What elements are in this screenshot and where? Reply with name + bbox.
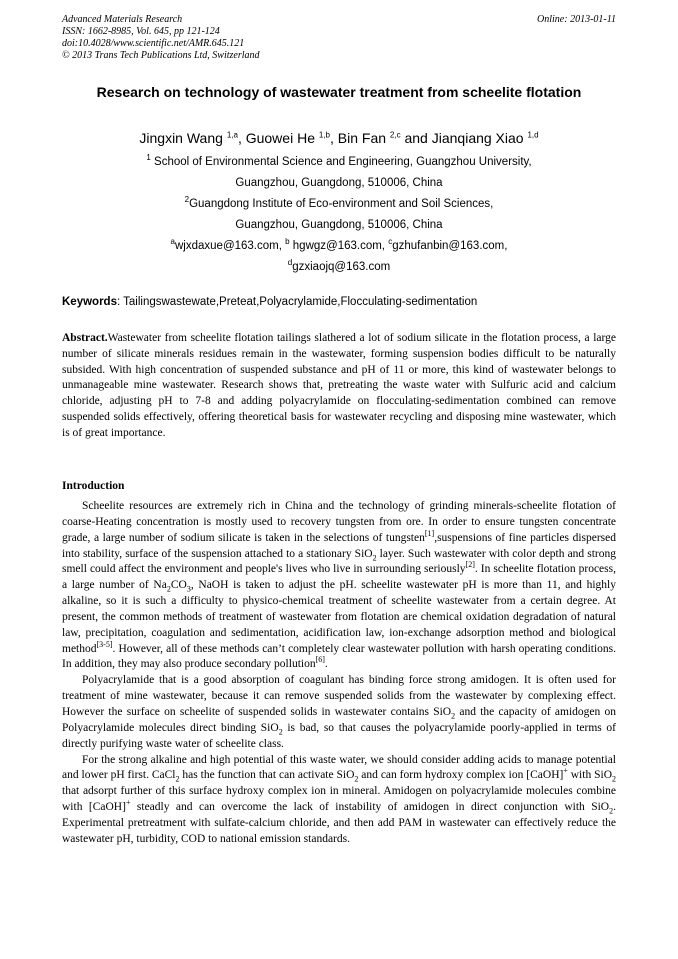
paper-title: Research on technology of wastewater treatment from scheelite flotation xyxy=(96,84,582,100)
keywords xyxy=(62,294,616,310)
affiliations xyxy=(62,152,616,278)
affiliation-number: 2 xyxy=(184,195,190,205)
citation: [3-5] xyxy=(96,639,113,649)
email-address: hgwgz@163.com, xyxy=(289,240,389,252)
paragraph: Polyacrylamide that is a good absorption of coagulant has binding force strong amidogen. It is often used for treatment of mine wastewater, because it can remove suspended solids from the wastewater by complexing effect. However the surface on scheelite of suspended solids in wastewater contains SiO$_2$ and the capacity of amidogen on Polyacrylamide molecules direct binding SiO$_2$ is bad, so that causes the polyacrylamide poorly-applied in terms of directly purifying waste water of scheelite class. xyxy=(62,674,617,750)
keywords-label: Keywords xyxy=(62,296,117,308)
paragraph: For the strong alkaline and high potential of this waste water, we should consider adding acids to manage potential and lower pH first. CaCl$_2$ has the function that can activate SiO$_2$ and can form hydroxy complex ion [CaOH]+ with SiO$_2$ that adsorpt further of this surface hydroxy complex ion in mineral. Amidogen on polyacrylamide molecules combine with [CaOH]+ steadly and can overcome the lack of instability of amidogen in direct conjunction with SiO$_2$. Experimental pretreatment with sulfate-calcium chloride, and then add PAM in wastewater can effectively reduce the wastewater pH, turbidity, COD to national emission standards. xyxy=(62,753,616,845)
author-affiliation-mark: 1,b xyxy=(318,130,330,140)
section-heading-introduction: Introduction xyxy=(62,480,125,492)
author-separator: and xyxy=(400,130,432,146)
journal-name: Advanced Materials Research xyxy=(62,14,183,25)
affiliation-2-line-2: Guangzhou, Guangdong, 510006, China xyxy=(235,219,443,231)
affiliation-number: 1 xyxy=(146,153,151,163)
keywords-text: : Tailingswastewate,Preteat,Polyacrylamide,Flocculating-sedimentation xyxy=(116,296,478,308)
journal-header xyxy=(62,14,616,62)
author-name: Jingxin Wang xyxy=(139,130,227,146)
abstract-text: Wastewater from scheelite flotation tailings slathered a lot of sodium silicate in the flotation process, a large number of silicate minerals residues remain in the wastewater, forming suspension bodies difficult to be naturally subsided. With high concentration of suspended substance and pH of 11 or more, this kind of wastewater belongs to unmanageable mine wastewater. Research shows that, pretreating the waste water with Sulfuric acid and calcium chloride, adjusting pH to 7-8 and adding polyacrylamide on flocculating-sedimentation combined can remove suspended solids effectively, offering theoretical basis for wastewater recycling and disposing mine wastewater, which is of great importance. xyxy=(62,332,616,439)
author-name: Bin Fan xyxy=(337,130,390,146)
introduction-body xyxy=(62,499,616,848)
abstract xyxy=(62,331,616,442)
citation: [2] xyxy=(465,560,475,570)
copyright-line: © 2013 Trans Tech Publications Ltd, Switzerland xyxy=(62,50,260,61)
email-address: wjxdaxue@163.com, xyxy=(175,240,286,252)
author-name: Guowei He xyxy=(245,130,319,146)
affiliation-1-line-1: $^1$ School of Environmental Science and Engineering, Guangzhou University, xyxy=(146,153,532,168)
affiliation-1-line-2: Guangzhou, Guangdong, 510006, China xyxy=(235,177,443,189)
email-line-1: $^a$wjxdaxue@163.com, $^b$ hgwgz@163.com, $^c$gzhufanbin@163.com, xyxy=(170,237,508,252)
online-date: Online: 2013-01-11 xyxy=(537,14,616,25)
author-name: Jianqiang Xiao xyxy=(431,130,528,146)
paragraph: Scheelite resources are extremely rich in China and the technology of grinding minerals-scheelite flotation of coarse-Heating concentration is mostly used to recovery tungsten from ore. In order to ensure tungsten concentrate grade, a large number of sodium silicate is taken in the selections of tungsten[1],suspensions of fine particles dispersed into stability, surface of the suspension attached to a stationary SiO$_2$ layer. Such wastewater with color depth and strong smell could affect the environment and people's lives who live in surrounding seriously[2]. In scheelite flotation process, a large number of $Na_2CO_3$, NaOH is taken to adjust the pH. scheelite wastewater pH is more than 11, and highly alkaline, so it is such a difficulty to physico-chemical treatment of scheelite wastewater from a certain degree. At present, the common methods of treatment of wastewater from flotation are chemical oxidation degradation of natural law, precipitation, coagulation and sedimentation, acidification law, ion-exchange adsorption method and biological method[3-5]. However, all of these methods can’t completely clear wastewater pollution with harsh operating conditions. In addition, they may also produce secondary pollution[6]. xyxy=(62,500,616,671)
email-address: gzxiaojq@163.com xyxy=(292,261,391,273)
abstract-label: Abstract. xyxy=(62,332,108,344)
author-affiliation-mark: 1,a xyxy=(226,130,238,140)
issn-line: ISSN: 1662-8985, Vol. 645, pp 121-124 xyxy=(62,26,220,37)
author-separator: , xyxy=(330,130,338,146)
author-list xyxy=(62,128,616,148)
affiliation-2-line-1: $^2$Guangdong Institute of Eco-environment and Soil Sciences, xyxy=(184,195,494,210)
author-separator: , xyxy=(237,130,246,146)
citation: [6] xyxy=(315,655,325,665)
email-line-2: $^d$gzxiaojq@163.com xyxy=(287,258,391,273)
citation: [1] xyxy=(424,528,435,538)
author-affiliation-mark: 1,d xyxy=(527,130,539,140)
email-address: gzhufanbin@163.com, xyxy=(392,240,508,252)
author-affiliation-mark: 2,c xyxy=(389,130,401,140)
doi-line: doi:10.4028/www.scientific.net/AMR.645.121 xyxy=(62,38,245,49)
